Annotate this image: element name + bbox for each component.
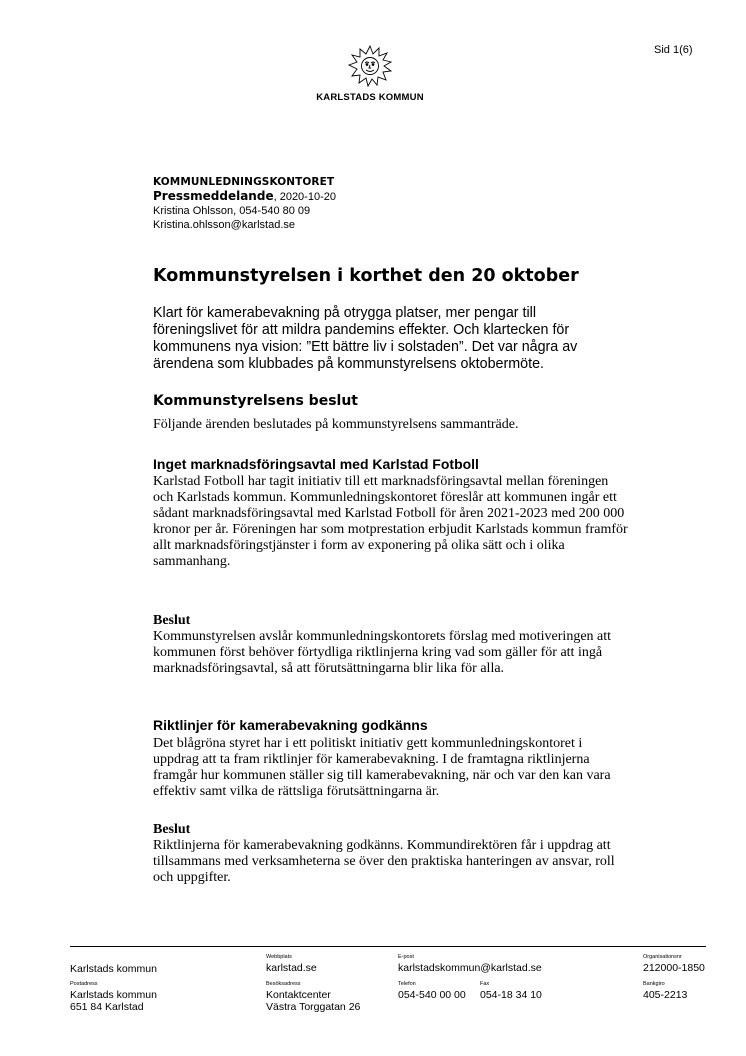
intro-paragraph: Klart för kamerabevakning på otrygga platser, mer pengar till föreningslivet för att mildra pandemins effekter. Och klartecken för kommunens nya vision: ”Ett bättre liv i solstaden”. Det var några av ärendena som klubbades på kommunstyrelsens oktobermöte.: [153, 305, 578, 372]
footer-email[interactable]: karlstadskommun@karlstad.se: [398, 962, 542, 974]
press-line: [153, 189, 336, 204]
footer-org-name: Karlstads kommun: [70, 963, 157, 975]
section-heading: Riktlinjer för kamerabevakning godkänns: [153, 717, 428, 733]
document-type: Pressmeddelande: [153, 189, 274, 203]
contact-line: Kristina Ohlsson, 054-540 80 09: [153, 205, 311, 217]
footer-bankgiro: 405-2213: [643, 989, 688, 1001]
sender-block: [153, 175, 336, 232]
footer-visit-line2: Västra Torggatan 26: [266, 1001, 361, 1013]
logo-text: KARLSTADS KOMMUN: [316, 92, 424, 103]
footer-email-label: E-post: [398, 954, 414, 960]
footer-web-label: Webbplats: [266, 954, 292, 960]
municipality-logo: [300, 44, 440, 103]
footer-orgnr-label: Organisationsnr: [643, 954, 682, 960]
document-title: Kommunstyrelsen i korthet den 20 oktober: [153, 266, 579, 286]
footer-fax: 054-18 34 10: [480, 989, 542, 1001]
footer-orgnr: 212000-1850: [643, 962, 705, 974]
decision-text: Riktlinjerna för kamerabevakning godkänns. Kommundirektören får i uppdrag att tillsammans med verksamheterna se över den praktiska hanteringen av ansvar, roll och uppgifter.: [153, 838, 615, 885]
footer-divider: [70, 946, 706, 947]
footer-phone-label: Telefon: [398, 981, 416, 987]
footer-post-line2: 651 84 Karlstad: [70, 1001, 144, 1013]
footer-post-label: Postadress: [70, 981, 98, 987]
ks-heading: Kommunstyrelsens beslut: [153, 393, 358, 409]
decision-text: Kommunstyrelsen avslår kommunledningskontorets förslag med motiveringen att kommunen först behöver förtydliga riktlinjerna kring vad som gäller för att ingå marknadsföringsavtal, så att förutsättningarna blir lika för alla.: [153, 629, 612, 676]
document-date: , 2020-10-20: [273, 191, 336, 203]
contact-email: Kristina.ohlsson@karlstad.se: [153, 219, 296, 231]
page-number: Sid 1(6): [654, 44, 693, 56]
section-body: Det blågröna styret har i ett politiskt initiativ gett kommunledningskontoret i uppdrag att ta fram riktlinjer för kamerabevakning. I de framtagna riktlinjerna framgår hur kommunen ställer sig till kamerabevakning, när och var den kan vara effektiv samt vilka de rättsliga förutsättningarna är.: [153, 736, 611, 799]
footer-visit-line1: Kontaktcenter: [266, 989, 331, 1001]
ks-text: Följande ärenden beslutades på kommunstyrelsens sammanträde.: [153, 417, 519, 432]
footer-bankgiro-label: Bankgiro: [643, 981, 665, 987]
decision-label: Beslut: [153, 822, 191, 837]
footer-phone: 054-540 00 00: [398, 989, 466, 1001]
footer-fax-label: Fax: [480, 981, 490, 987]
department-name: KOMMUNLEDNINGSKONTORET: [153, 176, 335, 188]
footer-post-line1: Karlstads kommun: [70, 989, 157, 1001]
footer-web[interactable]: karlstad.se: [266, 962, 317, 974]
section-heading: Inget marknadsföringsavtal med Karlstad Fotboll: [153, 456, 479, 472]
sun-logo-icon: [346, 44, 394, 88]
footer-visit-label: Besöksadress: [266, 981, 301, 987]
decision-label: Beslut: [153, 613, 191, 628]
section-body: Karlstad Fotboll har tagit initiativ till ett marknadsföringsavtal mellan föreningen och Karlstads kommun. Kommunledningskontoret föreslår att kommunen ingår ett sådant marknadsföringsavtal med Karlstad Fotboll för åren 2021-2023 med 200 000 kronor per år. Föreningen har som motprestation erbjudit Karlstads kommun framför allt marknadsföringstjänster i form av exponering på olika sätt och i olika sammanhang.: [153, 474, 628, 569]
